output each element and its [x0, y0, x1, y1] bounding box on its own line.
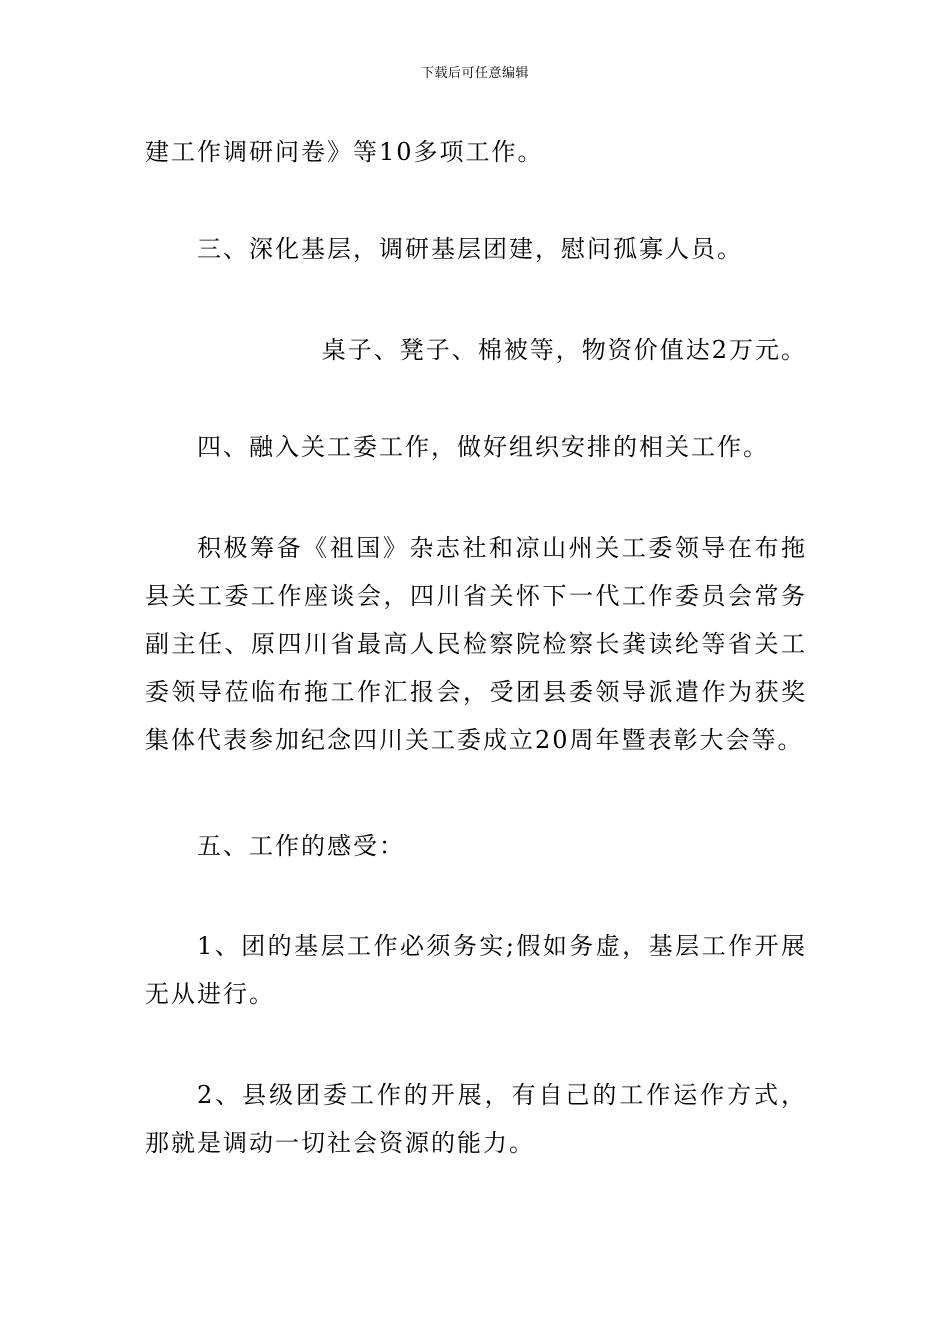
section-heading-grassroots: 三、深化基层，调研基层团建，慰问孤寡人员。	[197, 235, 743, 263]
paragraph-guangongwei-activities: 积极筹备《祖国》杂志社和凉山州关工委领导在布拖县关工委工作座谈会，四川省关怀下一代工作委员会常务副主任、原四川省最高人民检察院检察长龚读纶等省关工委领导莅临布拖工作汇报会，受团县委领导派遣作为获奖集体代表参加纪念四川关工委成立20周年暨表彰大会等。	[145, 534, 807, 754]
section-heading-feelings: 五、工作的感受：	[197, 832, 405, 860]
paragraph-work-items: 建工作调研问卷》等10多项工作。	[145, 138, 544, 166]
paragraph-feeling-2: 2、县级团委工作的开展，有自己的工作运作方式，那就是调动一切社会资源的能力。	[145, 1081, 807, 1157]
section-heading-guangongwei: 四、融入关工委工作，做好组织安排的相关工作。	[197, 433, 769, 461]
page-header: 下载后可任意编辑	[420, 66, 529, 81]
paragraph-supplies: 桌子、凳子、棉被等，物资价值达2万元。	[321, 336, 807, 364]
paragraph-feeling-1: 1、团的基层工作必须务实;假如务虚，基层工作开展无从进行。	[145, 932, 807, 1008]
